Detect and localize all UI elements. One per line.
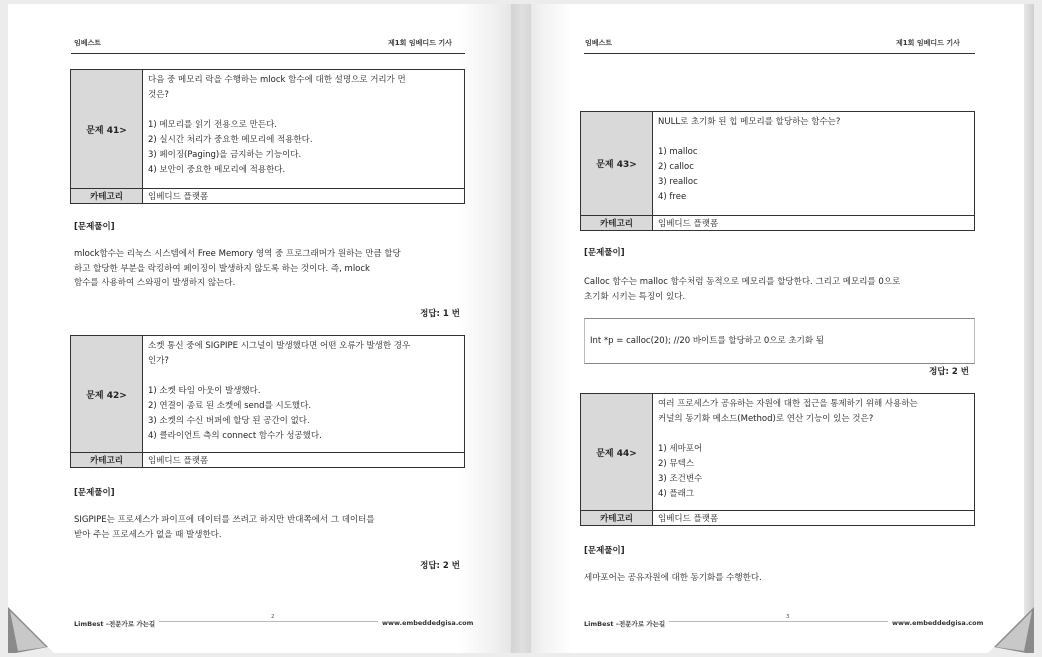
page-curl-icon[interactable] (988, 607, 1034, 653)
solution-line: 함수를 사용하여 스와핑이 발생하지 않는다. (74, 278, 236, 288)
option-1: 1) 소켓 타임 아웃이 발생했다. (148, 386, 261, 396)
category-value: 임베디드 플랫폼 (653, 216, 975, 231)
option-4: 4) 클라이언트 측의 connect 함수가 성공했다. (148, 431, 322, 441)
code-text: Int *p = calloc(20); //20 바이트를 할당하고 0으로 초기화 됨 (590, 336, 825, 346)
solution-title: [문제풀이] (584, 546, 625, 556)
header-right: 제1회 임베디드 기사 (896, 39, 960, 47)
header-rule (71, 53, 465, 54)
page-edge (1024, 4, 1034, 653)
option-4: 4) 보안이 중요한 메모리에 적용한다. (148, 165, 286, 175)
option-3: 3) realloc (658, 177, 698, 187)
solution-line: SIGPIPE는 프로세스가 파이프에 데이터를 쓰려고 하지만 반대쪽에서 그 데이터를 (74, 515, 375, 525)
solution-title: [문제풀이] (74, 488, 115, 498)
question-label: 문제 42> (71, 336, 143, 453)
category-label: 카테고리 (581, 216, 653, 231)
question-text: 여러 프로세스가 공유하는 자원에 대한 접근을 통제하기 위해 사용하는 (658, 399, 918, 409)
question-44-table (580, 393, 975, 526)
question-body (653, 394, 975, 511)
solution-line: 받아 주는 프로세스가 없을 때 발생한다. (74, 529, 222, 540)
category-value: 임베디드 플랫폼 (143, 453, 465, 468)
solution-text (584, 571, 979, 586)
footer-right: www.embeddedgisa.com (378, 619, 473, 627)
answer-text: 정답: 2 번 (929, 367, 969, 377)
question-43-table (580, 111, 975, 231)
header-right: 제1회 임베디드 기사 (388, 39, 452, 47)
right-page (521, 4, 1034, 653)
option-4: 4) free (658, 192, 687, 202)
question-body (143, 70, 465, 189)
footer-right: www.embeddedgisa.com (888, 619, 983, 627)
option-1: 1) 메모리를 읽기 전용으로 만든다. (148, 120, 277, 130)
solution-line: Calloc 함수는 malloc 함수처럼 동적으로 메모리를 할당한다. 그리고 메모리를 0으로 (584, 277, 901, 287)
question-41-table (70, 69, 465, 204)
option-2: 2) calloc (658, 162, 694, 172)
header-left: 임베스트 (74, 39, 102, 47)
header-rule (584, 53, 975, 54)
footer-left: LimBest –전문가로 가는길 (584, 619, 669, 628)
category-label: 카테고리 (71, 453, 143, 468)
page-number: 3 (783, 614, 793, 620)
question-label: 문제 41> (71, 70, 143, 189)
category-label: 카테고리 (581, 511, 653, 526)
solution-text (74, 513, 469, 542)
header-left: 임베스트 (585, 39, 613, 47)
question-text: 인가? (148, 356, 169, 366)
book-spread (8, 4, 1034, 653)
question-body (143, 336, 465, 453)
option-3: 3) 조건변수 (658, 474, 703, 484)
solution-title: [문제풀이] (74, 222, 115, 232)
option-1: 1) malloc (658, 147, 698, 157)
solution-text (584, 275, 979, 304)
solution-text (74, 247, 469, 291)
option-1: 1) 세마포어 (658, 444, 703, 454)
category-label: 카테고리 (71, 189, 143, 204)
option-4: 4) 플래그 (658, 489, 695, 499)
option-3: 3) 소켓의 수신 버퍼에 할당 된 공간이 없다. (148, 416, 310, 426)
question-text: 소켓 통신 중에 SIGPIPE 시그널이 발생했다면 어떤 오류가 발생한 경우 (148, 341, 411, 351)
footer-left: LimBest –전문가로 가는길 (74, 619, 159, 628)
option-2: 2) 뮤텍스 (658, 459, 695, 469)
question-body (653, 112, 975, 216)
question-label: 문제 43> (581, 112, 653, 216)
option-3: 3) 페이징(Paging)을 금지하는 기능이다. (148, 150, 302, 160)
page-curl-icon[interactable] (8, 607, 54, 653)
question-42-table (70, 335, 465, 468)
question-text: 것은? (148, 90, 169, 100)
question-text: NULL로 초기화 된 힙 메모리를 할당하는 함수는? (658, 117, 841, 127)
category-value: 임베디드 플랫폼 (143, 189, 465, 204)
question-label: 문제 44> (581, 394, 653, 511)
category-value: 임베디드 플랫폼 (653, 511, 975, 526)
page-number: 2 (268, 614, 278, 620)
solution-title: [문제풀이] (584, 248, 625, 258)
question-text: 커널의 동기화 메소드(Method)로 연산 기능이 있는 것은? (658, 414, 874, 424)
option-2: 2) 실시간 처리가 중요한 메모리에 적용한다. (148, 135, 313, 145)
left-page (8, 4, 521, 653)
solution-line: 세마포어는 공유자원에 대한 동기화를 수행한다. (584, 573, 762, 583)
solution-line: 초기화 시키는 특징이 있다. (584, 291, 686, 302)
answer-text: 정답: 1 번 (420, 309, 460, 319)
solution-line: 하고 할당한 부분을 락킹하여 페이징이 발생하지 않도록 하는 것이다. 즉, mlock (74, 263, 370, 274)
book-gutter (511, 4, 531, 653)
code-box (584, 318, 975, 364)
answer-text: 정답: 2 번 (420, 561, 460, 571)
option-2: 2) 연결이 종료 된 소켓에 send를 시도했다. (148, 401, 312, 411)
solution-line: mlock함수는 리눅스 시스템에서 Free Memory 영역 중 프로그래머가 원하는 만큼 할당 (74, 249, 401, 259)
question-text: 다음 중 메모리 락을 수행하는 mlock 함수에 대한 설명으로 거리가 먼 (148, 75, 406, 85)
